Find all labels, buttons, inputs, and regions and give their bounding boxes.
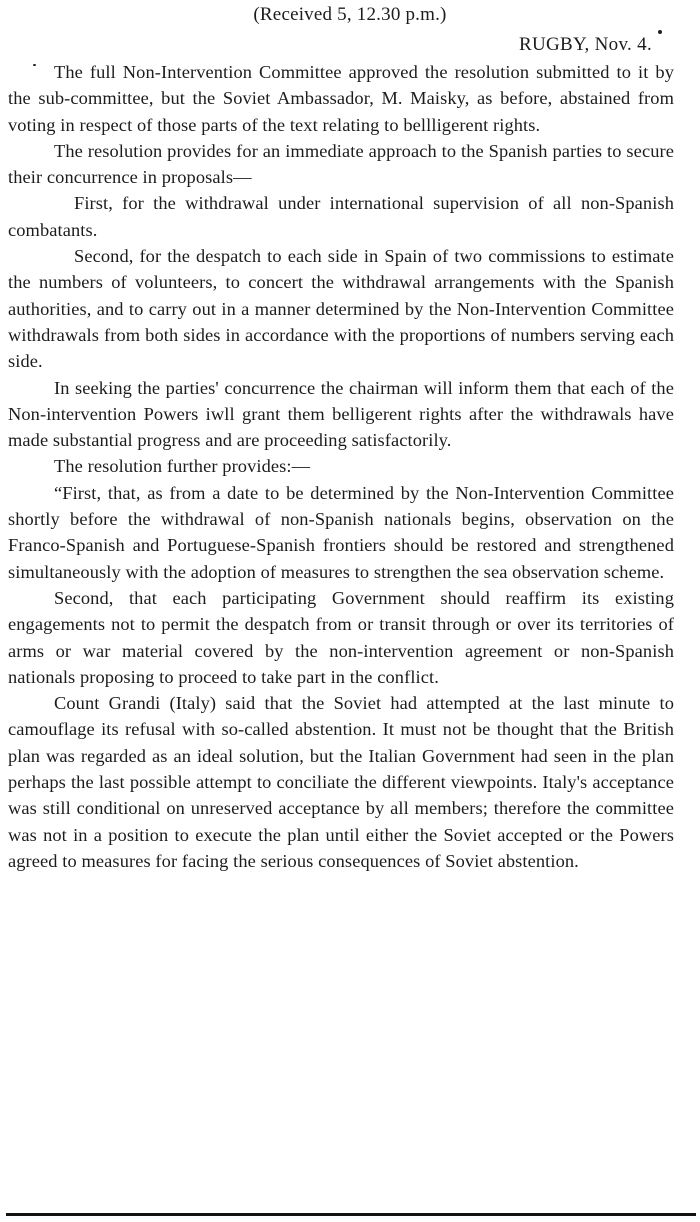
paragraph-committee-approval: The full Non-Intervention Committee approved the resolution submitted to it by the sub-committee, but the Soviet Ambassador, M. Maisky, as before, abstained from voting in respect of those parts of the text relating to bellligerent rights.	[8, 62, 674, 135]
paragraph-count-grandi: Count Grandi (Italy) said that the Soviet had attempted at the last minute to camouflage its refusal with so-called abstention. It must not be thought that the British plan was regarded as an ideal solution, but the Italian Government had seen in the plan perhaps the last possible attempt to conciliate the different viewpoints. Italy's acceptance was still conditional on unreserved acceptance by all members; therefore the committee was not in a position to execute the plan until either the Soviet accepted or the Powers agreed to measures for facing the serious consequences of Soviet abstention.	[8, 693, 674, 871]
paragraph-first-observation: “First, that, as from a date to be determined by the Non-Intervention Committee shortly before the withdrawal of non-Spanish nationals begins, observation on the Franco-Spanish and Portuguese-Spanish frontiers should be restored and strengthened simultaneously with the adoption of measures to strengthen the sea observation scheme.	[8, 482, 674, 582]
dateline: RUGBY, Nov. 4.	[519, 34, 652, 55]
paragraph-second-commissions: Second, for the despatch to each side in Spain of two commissions to estimate the numbers of volunteers, to concert the withdrawal arrangements with the Spanish authorities, and to carry out in a manner determined by the Non-Intervention Committee withdrawals from both sides in accordance with the proportions of numbers serving each side.	[8, 246, 674, 372]
paragraph-first-withdrawal: First, for the withdrawal under international supervision of all non-Spanish combatants.	[8, 193, 674, 240]
article-body	[8, 59, 674, 874]
paragraph-belligerent-rights: In seeking the parties' concurrence the chairman will inform them that each of the Non-intervention Powers iwll grant them belligerent rights after the withdrawals have made substantial progress and are proceeding satisfactorily.	[8, 377, 674, 451]
column-rule	[6, 1213, 696, 1216]
paragraph-second-engagements: Second, that each participating Government should reaffirm its existing engagements not to permit the despatch from or transit through or over its territories of arms or war material covered by the non-intervention agreement or non-Spanish nationals proposing to proceed to take part in the conflict.	[8, 587, 674, 687]
paragraph-further-provides: The resolution further provides:—	[54, 456, 311, 477]
received-note: (Received 5, 12.30 p.m.)	[253, 4, 447, 25]
print-speck	[658, 30, 662, 34]
paragraph-resolution-approach: The resolution provides for an immediate approach to the Spanish parties to secure their concurrence in proposals—	[8, 140, 674, 188]
print-speck	[33, 64, 36, 66]
